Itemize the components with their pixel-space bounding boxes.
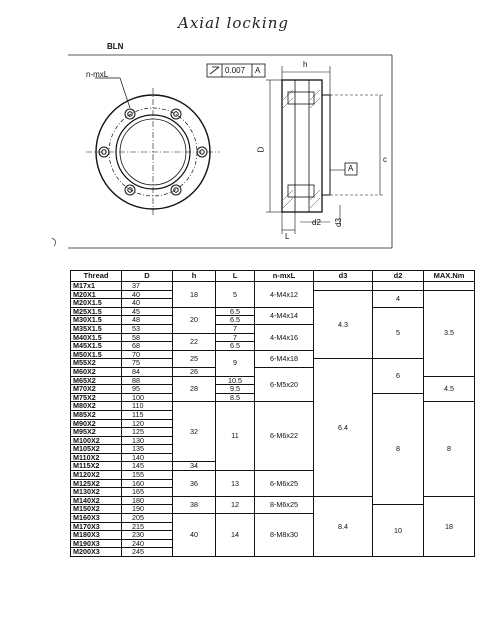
cell-nmxl: 4-M4x16 [255, 324, 314, 350]
label-L: L [285, 232, 290, 241]
cell-l: 8.5 [216, 393, 255, 402]
side-view [266, 66, 384, 234]
cell-h: 32 [173, 402, 216, 462]
table-header-row [71, 271, 475, 282]
col-thread: Thread [71, 271, 122, 282]
cell-l: 7 [216, 333, 255, 342]
cell-l: 7 [216, 324, 255, 333]
spec-table [70, 270, 475, 557]
label-nmxl: n-mxL [86, 70, 109, 79]
cell-d: 180 [122, 496, 173, 505]
cell-thread: M25X1.5 [71, 307, 122, 316]
cell-thread: M110X2 [71, 453, 122, 462]
cell-thread: M115X2 [71, 462, 122, 471]
cell-thread: M180X3 [71, 531, 122, 540]
cell-max-nm: 8 [424, 402, 475, 497]
cell-thread: M40X1.5 [71, 333, 122, 342]
cell-nmxl: 8-M8x30 [255, 514, 314, 557]
cell-d: 115 [122, 410, 173, 419]
cell-h: 18 [173, 282, 216, 308]
cell-d: 53 [122, 324, 173, 333]
cell-nmxl: 6-M5x20 [255, 367, 314, 401]
cell-d: 140 [122, 453, 173, 462]
cell-l: 6.5 [216, 342, 255, 351]
cell-thread: M50X1.5 [71, 350, 122, 359]
cell-l: 5 [216, 282, 255, 308]
cell-nmxl: 4-M4x12 [255, 282, 314, 308]
cell-d: 155 [122, 471, 173, 480]
bolt-hole [171, 185, 181, 195]
section-thread-top [288, 92, 314, 104]
cell-thread: M30X1.5 [71, 316, 122, 325]
cell-d: 135 [122, 445, 173, 454]
cell-h: 28 [173, 376, 216, 402]
col-nmxl: n-mxL [255, 271, 314, 282]
cell-thread: M70X2 [71, 385, 122, 394]
cell-d: 125 [122, 428, 173, 437]
cell-d: 190 [122, 505, 173, 514]
cell-max-nm: 4.5 [424, 376, 475, 402]
cell-h: 20 [173, 307, 216, 333]
cell-d: 245 [122, 548, 173, 557]
front-view [86, 78, 220, 216]
cell-h: 40 [173, 514, 216, 557]
cell-thread: M90X2 [71, 419, 122, 428]
cell-d: 205 [122, 514, 173, 523]
cell-thread: M105X2 [71, 445, 122, 454]
cell-d3: 4.3 [314, 290, 373, 359]
cell-thread: M20X1 [71, 290, 122, 299]
cell-d: 95 [122, 385, 173, 394]
cell-d: 110 [122, 402, 173, 411]
cell-max-nm: 18 [424, 496, 475, 556]
bolt-hole [125, 185, 135, 195]
col-max-nm: MAX.Nm [424, 271, 475, 282]
cell-l: 9.5 [216, 385, 255, 394]
cell-max-nm [424, 282, 475, 291]
cell-l: 10.5 [216, 376, 255, 385]
cell-d: 120 [122, 419, 173, 428]
technical-drawing [0, 0, 495, 265]
cell-nmxl: 6-M6x22 [255, 402, 314, 471]
cell-l: 6.5 [216, 316, 255, 325]
cell-h: 38 [173, 496, 216, 513]
cell-thread: M170X3 [71, 522, 122, 531]
cell-thread: M65X2 [71, 376, 122, 385]
cell-d: 70 [122, 350, 173, 359]
cell-h: 34 [173, 462, 216, 471]
cell-l: 9 [216, 350, 255, 376]
cell-thread: M100X2 [71, 436, 122, 445]
cell-h: 22 [173, 333, 216, 350]
cell-l: 6.5 [216, 307, 255, 316]
cell-thread: M200X3 [71, 548, 122, 557]
col-d3: d3 [314, 271, 373, 282]
cell-thread: M35X1.5 [71, 324, 122, 333]
cell-d3: 6.4 [314, 359, 373, 497]
label-datum-ref: A [255, 66, 261, 75]
cell-nmxl: 6-M4x18 [255, 350, 314, 367]
bolt-hole [125, 109, 135, 119]
cell-d: 75 [122, 359, 173, 368]
cell-d: 100 [122, 393, 173, 402]
cell-thread: M20X1.5 [71, 299, 122, 308]
cell-max-nm: 3.5 [424, 290, 475, 376]
cell-d3: 8.4 [314, 496, 373, 556]
cell-thread: M80X2 [71, 402, 122, 411]
cell-h: 26 [173, 367, 216, 376]
cell-d2 [373, 282, 424, 291]
cell-h: 25 [173, 350, 216, 367]
cell-d: 45 [122, 307, 173, 316]
cell-d: 48 [122, 316, 173, 325]
cell-thread: M55X2 [71, 359, 122, 368]
label-datum-box: A [348, 164, 354, 173]
cell-thread: M140X2 [71, 496, 122, 505]
cell-thread: M75X2 [71, 393, 122, 402]
cell-d2: 5 [373, 307, 424, 359]
cell-thread: M130X2 [71, 488, 122, 497]
handwritten-title: Axial locking [178, 14, 289, 32]
table-row [71, 282, 475, 291]
col-h: h [173, 271, 216, 282]
col-d: D [122, 271, 173, 282]
cell-d: 160 [122, 479, 173, 488]
table-body [71, 282, 475, 557]
cell-d: 40 [122, 290, 173, 299]
cell-thread: M160X3 [71, 514, 122, 523]
cell-d: 68 [122, 342, 173, 351]
label-h: h [303, 60, 308, 69]
label-d3: d3 [333, 218, 343, 227]
model-label: BLN [107, 42, 124, 51]
cell-thread: M150X2 [71, 505, 122, 514]
cell-d: 215 [122, 522, 173, 531]
cell-d: 130 [122, 436, 173, 445]
cell-l: 12 [216, 496, 255, 513]
margin-mark [52, 238, 56, 246]
cell-nmxl: 4-M4x14 [255, 307, 314, 324]
label-c: c [383, 155, 387, 164]
cell-thread: M60X2 [71, 367, 122, 376]
cell-d: 84 [122, 367, 173, 376]
cell-d: 165 [122, 488, 173, 497]
bolt-hole [171, 109, 181, 119]
cell-d2: 10 [373, 505, 424, 557]
col-l: L [216, 271, 255, 282]
cell-d: 240 [122, 539, 173, 548]
cell-d: 145 [122, 462, 173, 471]
cell-d: 230 [122, 531, 173, 540]
cell-thread: M45X1.5 [71, 342, 122, 351]
cell-l: 13 [216, 471, 255, 497]
cell-thread: M95X2 [71, 428, 122, 437]
label-D: D [256, 146, 266, 153]
col-d2: d2 [373, 271, 424, 282]
cell-l: 11 [216, 402, 255, 471]
cell-d3 [314, 282, 373, 291]
cell-thread: M120X2 [71, 471, 122, 480]
cell-h: 36 [173, 471, 216, 497]
cell-d2: 8 [373, 393, 424, 505]
cell-d: 40 [122, 299, 173, 308]
cell-l: 14 [216, 514, 255, 557]
leader-line [95, 78, 130, 108]
cell-nmxl: 6-M6x25 [255, 471, 314, 497]
cell-nmxl: 8-M6x25 [255, 496, 314, 513]
cell-thread: M125X2 [71, 479, 122, 488]
cell-d2: 4 [373, 290, 424, 307]
label-d2: d2 [312, 218, 321, 227]
cell-d: 58 [122, 333, 173, 342]
cell-thread: M17x1 [71, 282, 122, 291]
cell-d2: 6 [373, 359, 424, 393]
cell-thread: M85X2 [71, 410, 122, 419]
label-tolerance: 0.007 [225, 66, 246, 75]
cell-d: 37 [122, 282, 173, 291]
cell-thread: M190X3 [71, 539, 122, 548]
cell-d: 88 [122, 376, 173, 385]
